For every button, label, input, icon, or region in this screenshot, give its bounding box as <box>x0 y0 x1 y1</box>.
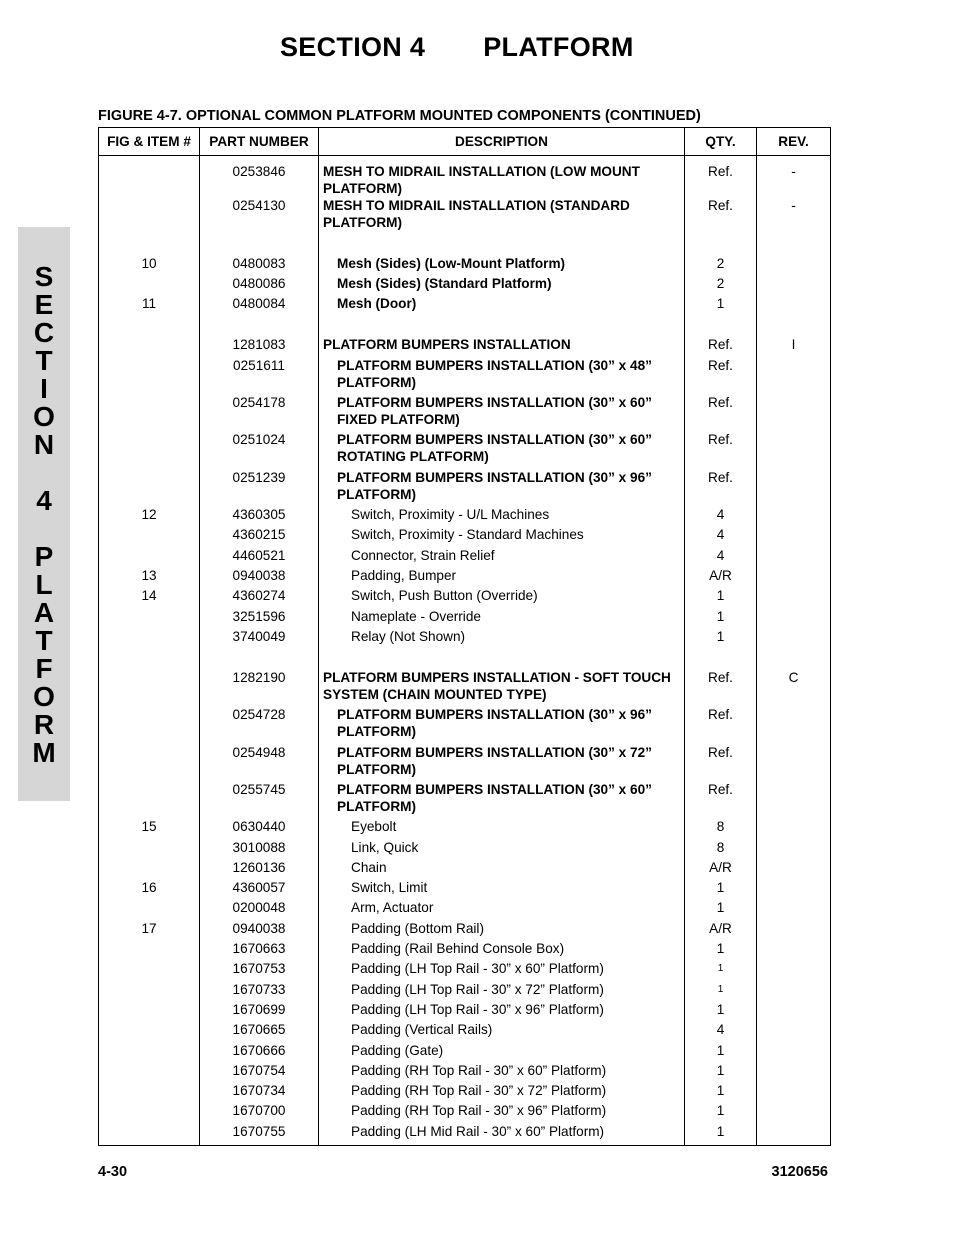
table-row <box>99 431 831 468</box>
description-cell: PLATFORM BUMPERS INSTALLATION (30” x 48” PLATFORM) <box>319 357 685 394</box>
description-cell: Connector, Strain Relief <box>319 547 685 567</box>
fig-item-cell <box>99 275 200 295</box>
qty-cell: Ref. <box>685 669 757 706</box>
part-number-cell: 0480086 <box>200 275 319 295</box>
qty-cell: Ref. <box>685 156 757 198</box>
rev-cell <box>757 981 831 1001</box>
section-number: SECTION 4 <box>280 32 426 62</box>
table-row <box>99 920 831 940</box>
rev-cell: C <box>757 669 831 706</box>
part-number-cell: 1670663 <box>200 940 319 960</box>
rev-cell <box>757 899 831 919</box>
qty-cell: Ref. <box>685 431 757 468</box>
table-row <box>99 547 831 567</box>
description-cell: Padding (LH Top Rail - 30” x 96” Platform) <box>319 1001 685 1021</box>
rev-cell <box>757 628 831 648</box>
side-tab-letter: E <box>34 289 54 320</box>
table-row <box>99 669 831 706</box>
fig-item-cell <box>99 336 200 356</box>
table-row <box>99 1123 831 1146</box>
part-number-cell: 1670754 <box>200 1062 319 1082</box>
spacer-cell <box>99 316 200 337</box>
rev-cell <box>757 940 831 960</box>
side-tab-letter: O <box>33 401 55 432</box>
side-tab-letter: I <box>40 373 48 404</box>
qty-cell: Ref. <box>685 336 757 356</box>
rev-cell <box>757 1042 831 1062</box>
table-row <box>99 628 831 648</box>
rev-cell: - <box>757 156 831 198</box>
fig-item-cell <box>99 1062 200 1082</box>
fig-item-cell: 12 <box>99 506 200 526</box>
side-tab-letter: O <box>33 681 55 712</box>
side-tab-letter: R <box>33 709 55 740</box>
part-number-cell: 1670666 <box>200 1042 319 1062</box>
rev-cell <box>757 275 831 295</box>
fig-item-cell: 11 <box>99 295 200 315</box>
qty-cell: Ref. <box>685 781 757 818</box>
part-number-cell: 0254130 <box>200 197 319 234</box>
qty-cell: Ref. <box>685 469 757 506</box>
table-row <box>99 706 831 743</box>
fig-item-cell <box>99 357 200 394</box>
fig-item-cell: 14 <box>99 587 200 607</box>
qty-cell: Ref. <box>685 394 757 431</box>
description-cell: Padding (Bottom Rail) <box>319 920 685 940</box>
spacer-cell <box>319 648 685 669</box>
part-number-cell: 0200048 <box>200 899 319 919</box>
fig-item-cell: 17 <box>99 920 200 940</box>
fig-item-cell <box>99 1021 200 1041</box>
description-cell: Switch, Proximity - U/L Machines <box>319 506 685 526</box>
part-number-cell: 0940038 <box>200 567 319 587</box>
part-number-cell: 0255745 <box>200 781 319 818</box>
part-number-cell: 4360057 <box>200 879 319 899</box>
description-cell: PLATFORM BUMPERS INSTALLATION (30” x 96” PLATFORM) <box>319 706 685 743</box>
rev-cell <box>757 1123 831 1146</box>
col-header-part: PART NUMBER <box>200 128 319 156</box>
part-number-cell: 1670753 <box>200 960 319 980</box>
table-row <box>99 1062 831 1082</box>
table-row <box>99 506 831 526</box>
fig-item-cell <box>99 526 200 546</box>
description-cell: Switch, Limit <box>319 879 685 899</box>
rev-cell <box>757 357 831 394</box>
qty-cell: 1 <box>685 960 757 980</box>
qty-cell: 4 <box>685 1021 757 1041</box>
part-number-cell: 0251024 <box>200 431 319 468</box>
description-cell: Chain <box>319 859 685 879</box>
side-tab-letter: C <box>33 317 55 348</box>
qty-cell: 1 <box>685 940 757 960</box>
description-cell: Padding, Bumper <box>319 567 685 587</box>
spacer-cell <box>757 234 831 255</box>
fig-item-cell <box>99 1042 200 1062</box>
qty-cell: 1 <box>685 1123 757 1146</box>
side-tab-letter: A <box>33 597 55 628</box>
table-row <box>99 394 831 431</box>
description-cell: PLATFORM BUMPERS INSTALLATION (30” x 60” PLATFORM) <box>319 781 685 818</box>
fig-item-cell <box>99 839 200 859</box>
part-number-cell: 0940038 <box>200 920 319 940</box>
fig-item-cell <box>99 940 200 960</box>
fig-item-cell <box>99 394 200 431</box>
qty-cell: Ref. <box>685 744 757 781</box>
qty-cell: 1 <box>685 981 757 1001</box>
rev-cell <box>757 431 831 468</box>
rev-cell <box>757 506 831 526</box>
qty-cell: A/R <box>685 567 757 587</box>
table-header-row <box>99 128 831 156</box>
qty-cell: 4 <box>685 526 757 546</box>
description-cell: Mesh (Sides) (Standard Platform) <box>319 275 685 295</box>
part-number-cell: 0254178 <box>200 394 319 431</box>
qty-cell: 1 <box>685 608 757 628</box>
part-number-cell: 1670699 <box>200 1001 319 1021</box>
qty-cell: 2 <box>685 255 757 275</box>
description-cell: PLATFORM BUMPERS INSTALLATION (30” x 60” ROTATING PLATFORM) <box>319 431 685 468</box>
qty-cell: Ref. <box>685 357 757 394</box>
description-cell: Padding (LH Top Rail - 30” x 72” Platform) <box>319 981 685 1001</box>
spacer-cell <box>200 648 319 669</box>
side-tab-letter: T <box>35 625 53 656</box>
fig-item-cell <box>99 960 200 980</box>
table-row <box>99 587 831 607</box>
qty-cell: Ref. <box>685 197 757 234</box>
page-number: 4-30 <box>98 1164 128 1180</box>
fig-item-cell <box>99 981 200 1001</box>
description-cell: Arm, Actuator <box>319 899 685 919</box>
qty-cell: 4 <box>685 506 757 526</box>
fig-item-cell <box>99 628 200 648</box>
rev-cell <box>757 394 831 431</box>
parts-table-body <box>99 156 831 1146</box>
figure-caption: FIGURE 4-7. OPTIONAL COMMON PLATFORM MOUNTED COMPONENTS (CONTINUED) <box>98 108 701 124</box>
rev-cell <box>757 587 831 607</box>
part-number-cell: 0253846 <box>200 156 319 198</box>
fig-item-cell <box>99 669 200 706</box>
rev-cell <box>757 547 831 567</box>
rev-cell <box>757 781 831 818</box>
description-cell: Padding (RH Top Rail - 30” x 96” Platform) <box>319 1102 685 1122</box>
table-row <box>99 1042 831 1062</box>
document-number: 3120656 <box>771 1164 828 1180</box>
table-row <box>99 156 831 198</box>
rev-cell <box>757 1102 831 1122</box>
side-tab-letter: T <box>35 345 53 376</box>
spacer-cell <box>200 316 319 337</box>
description-cell: Padding (LH Top Rail - 30” x 60” Platform) <box>319 960 685 980</box>
fig-item-cell: 10 <box>99 255 200 275</box>
qty-cell: Ref. <box>685 706 757 743</box>
fig-item-cell: 13 <box>99 567 200 587</box>
description-cell: Padding (Vertical Rails) <box>319 1021 685 1041</box>
description-cell: Padding (Gate) <box>319 1042 685 1062</box>
description-cell: Padding (RH Top Rail - 30” x 60” Platform) <box>319 1062 685 1082</box>
spacer-cell <box>757 316 831 337</box>
table-row <box>99 295 831 315</box>
col-header-qty: QTY. <box>685 128 757 156</box>
table-row <box>99 1102 831 1122</box>
description-cell: Nameplate - Override <box>319 608 685 628</box>
table-row <box>99 526 831 546</box>
table-row <box>99 940 831 960</box>
description-cell: PLATFORM BUMPERS INSTALLATION (30” x 72” PLATFORM) <box>319 744 685 781</box>
table-row <box>99 1082 831 1102</box>
table-row <box>99 357 831 394</box>
rev-cell <box>757 1001 831 1021</box>
rev-cell <box>757 608 831 628</box>
table-row <box>99 981 831 1001</box>
qty-cell: 1 <box>685 628 757 648</box>
part-number-cell: 1670700 <box>200 1102 319 1122</box>
description-cell: MESH TO MIDRAIL INSTALLATION (STANDARD PLATFORM) <box>319 197 685 234</box>
fig-item-cell <box>99 781 200 818</box>
part-number-cell: 1670734 <box>200 1082 319 1102</box>
section-side-tab <box>18 227 70 801</box>
description-cell: MESH TO MIDRAIL INSTALLATION (LOW MOUNT PLATFORM) <box>319 156 685 198</box>
table-row <box>99 960 831 980</box>
table-row <box>99 899 831 919</box>
part-number-cell: 1282190 <box>200 669 319 706</box>
table-spacer-row <box>99 316 831 337</box>
description-cell: PLATFORM BUMPERS INSTALLATION (30” x 60” FIXED PLATFORM) <box>319 394 685 431</box>
page-header <box>280 32 634 63</box>
fig-item-cell <box>99 859 200 879</box>
qty-cell: 2 <box>685 275 757 295</box>
table-row <box>99 255 831 275</box>
fig-item-cell <box>99 1001 200 1021</box>
description-cell: Padding (Rail Behind Console Box) <box>319 940 685 960</box>
spacer-cell <box>319 316 685 337</box>
rev-cell <box>757 960 831 980</box>
table-row <box>99 1021 831 1041</box>
part-number-cell: 1260136 <box>200 859 319 879</box>
description-cell: Switch, Proximity - Standard Machines <box>319 526 685 546</box>
table-row <box>99 608 831 628</box>
qty-cell: 1 <box>685 1062 757 1082</box>
rev-cell <box>757 744 831 781</box>
part-number-cell: 4360274 <box>200 587 319 607</box>
part-number-cell: 4460521 <box>200 547 319 567</box>
table-row <box>99 879 831 899</box>
fig-item-cell <box>99 899 200 919</box>
description-cell: Padding (LH Mid Rail - 30” x 60” Platform) <box>319 1123 685 1146</box>
section-title: PLATFORM <box>483 32 634 62</box>
spacer-cell <box>200 234 319 255</box>
description-cell: Link, Quick <box>319 839 685 859</box>
fig-item-cell <box>99 1123 200 1146</box>
qty-cell: 1 <box>685 899 757 919</box>
table-spacer-row <box>99 648 831 669</box>
spacer-cell <box>685 648 757 669</box>
fig-item-cell <box>99 1102 200 1122</box>
fig-item-cell <box>99 156 200 198</box>
part-number-cell: 0480084 <box>200 295 319 315</box>
description-cell: Relay (Not Shown) <box>319 628 685 648</box>
table-row <box>99 859 831 879</box>
side-tab-letter: P <box>34 541 54 572</box>
fig-item-cell: 16 <box>99 879 200 899</box>
part-number-cell: 0254948 <box>200 744 319 781</box>
part-number-cell: 3010088 <box>200 839 319 859</box>
fig-item-cell <box>99 706 200 743</box>
description-cell: Mesh (Sides) (Low-Mount Platform) <box>319 255 685 275</box>
rev-cell <box>757 1021 831 1041</box>
part-number-cell: 0480083 <box>200 255 319 275</box>
side-tab-letter: 4 <box>36 485 52 516</box>
table-row <box>99 275 831 295</box>
part-number-cell: 1670755 <box>200 1123 319 1146</box>
part-number-cell: 3740049 <box>200 628 319 648</box>
side-tab-letter: M <box>32 737 56 768</box>
col-header-description: DESCRIPTION <box>319 128 685 156</box>
rev-cell <box>757 255 831 275</box>
qty-cell: 4 <box>685 547 757 567</box>
table-row <box>99 567 831 587</box>
fig-item-cell <box>99 469 200 506</box>
rev-cell <box>757 859 831 879</box>
spacer-cell <box>757 648 831 669</box>
table-row <box>99 336 831 356</box>
fig-item-cell <box>99 1082 200 1102</box>
rev-cell <box>757 1082 831 1102</box>
table-row <box>99 469 831 506</box>
table-row <box>99 839 831 859</box>
side-tab-letter: F <box>35 653 53 684</box>
spacer-cell <box>99 234 200 255</box>
rev-cell <box>757 839 831 859</box>
rev-cell <box>757 567 831 587</box>
rev-cell <box>757 526 831 546</box>
table-row <box>99 197 831 234</box>
rev-cell: - <box>757 197 831 234</box>
col-header-rev: REV. <box>757 128 831 156</box>
description-cell: PLATFORM BUMPERS INSTALLATION <box>319 336 685 356</box>
qty-cell: 1 <box>685 295 757 315</box>
qty-cell: 1 <box>685 1082 757 1102</box>
part-number-cell: 1670733 <box>200 981 319 1001</box>
fig-item-cell <box>99 547 200 567</box>
fig-item-cell <box>99 197 200 234</box>
part-number-cell: 1281083 <box>200 336 319 356</box>
table-row <box>99 1001 831 1021</box>
spacer-cell <box>319 234 685 255</box>
col-header-fig: FIG & ITEM # <box>99 128 200 156</box>
qty-cell: 1 <box>685 879 757 899</box>
part-number-cell: 4360215 <box>200 526 319 546</box>
description-cell: Mesh (Door) <box>319 295 685 315</box>
rev-cell <box>757 920 831 940</box>
rev-cell <box>757 706 831 743</box>
fig-item-cell <box>99 431 200 468</box>
description-cell: Switch, Push Button (Override) <box>319 587 685 607</box>
part-number-cell: 1670665 <box>200 1021 319 1041</box>
description-cell: Eyebolt <box>319 818 685 838</box>
table-row <box>99 818 831 838</box>
side-tab-letter: S <box>34 261 54 292</box>
part-number-cell: 0254728 <box>200 706 319 743</box>
fig-item-cell: 15 <box>99 818 200 838</box>
qty-cell: A/R <box>685 920 757 940</box>
qty-cell: 1 <box>685 1001 757 1021</box>
table-row <box>99 744 831 781</box>
rev-cell <box>757 879 831 899</box>
description-cell: PLATFORM BUMPERS INSTALLATION (30” x 96” PLATFORM) <box>319 469 685 506</box>
qty-cell: 1 <box>685 587 757 607</box>
fig-item-cell <box>99 744 200 781</box>
parts-table <box>98 127 831 1146</box>
qty-cell: 1 <box>685 1102 757 1122</box>
part-number-cell: 0251611 <box>200 357 319 394</box>
rev-cell <box>757 295 831 315</box>
part-number-cell: 3251596 <box>200 608 319 628</box>
part-number-cell: 0251239 <box>200 469 319 506</box>
spacer-cell <box>685 316 757 337</box>
rev-cell <box>757 469 831 506</box>
description-cell: PLATFORM BUMPERS INSTALLATION - SOFT TOUCH SYSTEM (CHAIN MOUNTED TYPE) <box>319 669 685 706</box>
qty-cell: 8 <box>685 839 757 859</box>
rev-cell <box>757 818 831 838</box>
side-tab-letter: N <box>33 429 55 460</box>
part-number-cell: 0630440 <box>200 818 319 838</box>
qty-cell: A/R <box>685 859 757 879</box>
spacer-cell <box>685 234 757 255</box>
description-cell: Padding (RH Top Rail - 30” x 72” Platform) <box>319 1082 685 1102</box>
spacer-cell <box>99 648 200 669</box>
table-row <box>99 781 831 818</box>
rev-cell: I <box>757 336 831 356</box>
side-tab-letter: L <box>35 569 53 600</box>
table-spacer-row <box>99 234 831 255</box>
part-number-cell: 4360305 <box>200 506 319 526</box>
qty-cell: 1 <box>685 1042 757 1062</box>
fig-item-cell <box>99 608 200 628</box>
qty-cell: 8 <box>685 818 757 838</box>
rev-cell <box>757 1062 831 1082</box>
